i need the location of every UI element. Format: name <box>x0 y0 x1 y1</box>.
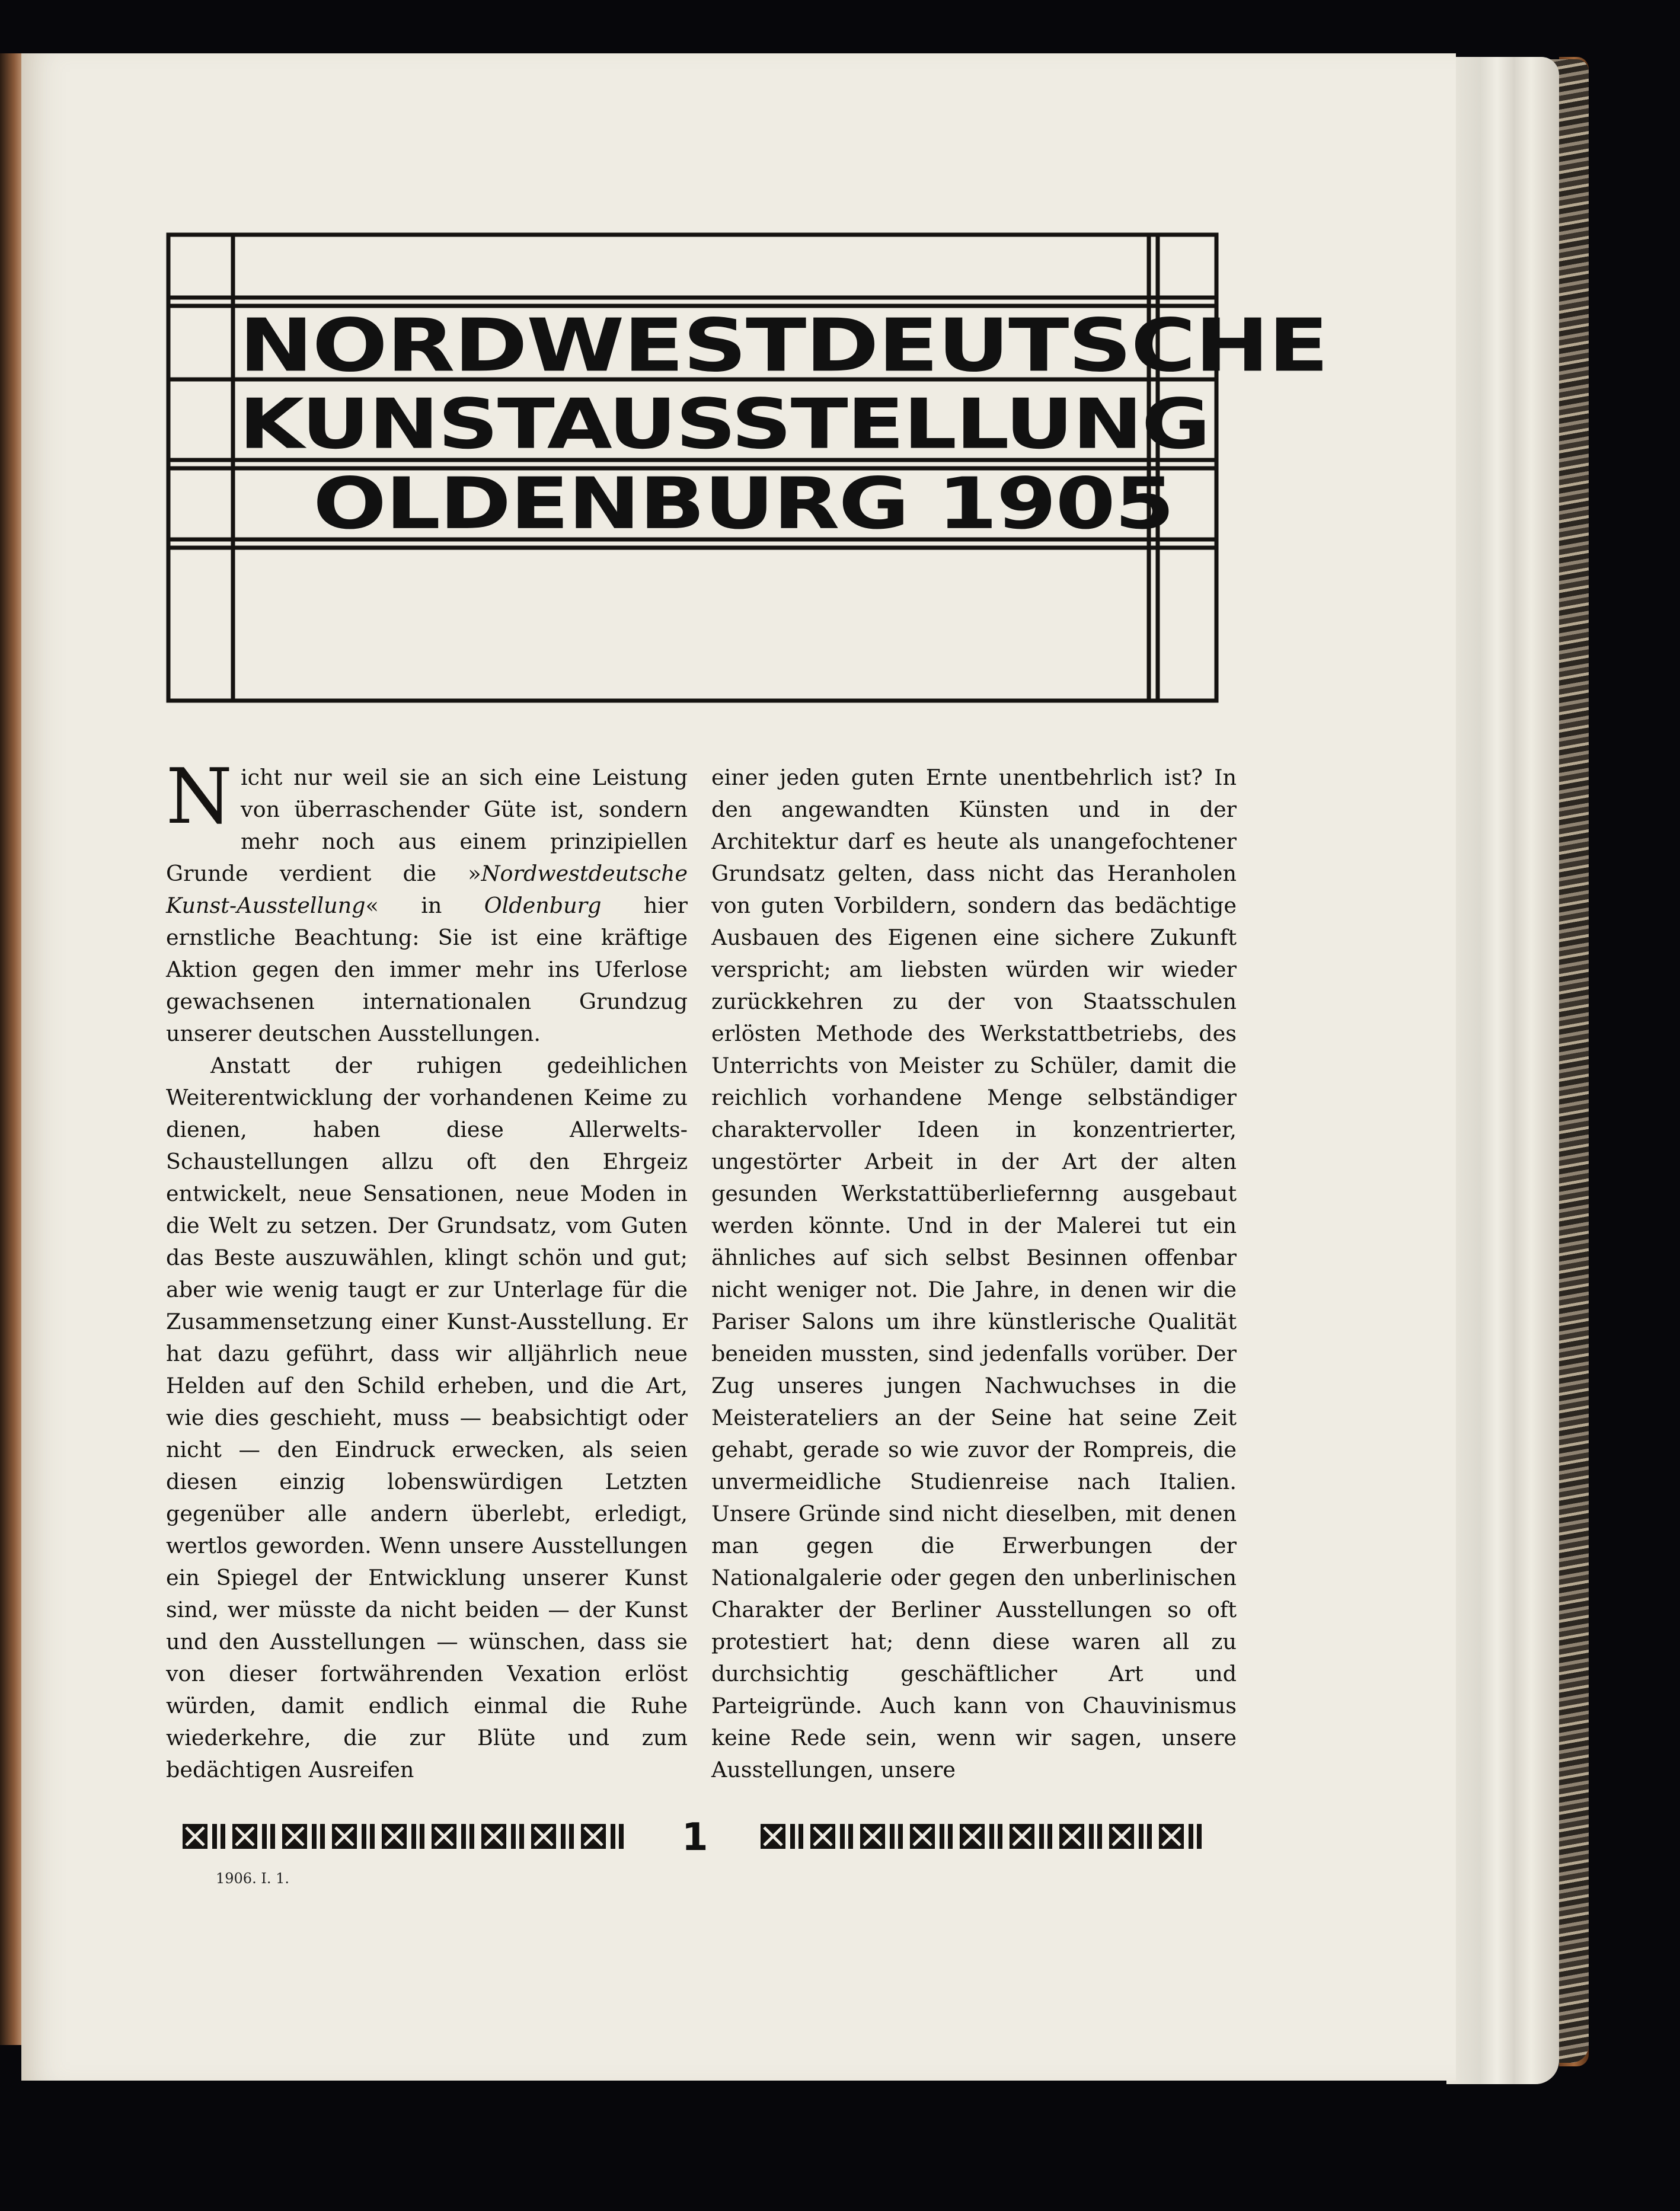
ornament-bar <box>1089 1824 1094 1849</box>
ornament-bar <box>569 1824 574 1849</box>
exhibition-name: Nordwestdeutsche Kunst-Ausstellung <box>166 861 688 918</box>
right-column <box>711 762 1237 1786</box>
ornament-bar <box>1039 1824 1044 1849</box>
paragraph-3: einer jeden guten Ernte unentbehrlich ist? In den angewandten Künsten und in der Architektur darf es heute als unangefochtener Grundsatz gelten, dass nicht das Heranholen von guten Vorbildern, sondern das bedächtige Ausbauen des Eigenen eine sichere Zukunft verspricht; am liebsten würden wir wieder zurückkehren zu der von Staatsschulen erlösten Methode des Werkstattbetriebs, des Unterrichts von Meister zu Schüler, damit die reichlich vorhandene Menge selbständiger charaktervoller Ideen in konzentrierter, ungestörter Arbeit in der Art der alten gesunden Werkstattüberliefernng ausgebaut werden könnte. Und in der Malerei tut ein ähnliches auf sich selbst Besinnen offenbar nicht weniger not. Die Jahre, in denen wir die Pariser Salons um ihre künstlerische Qualität beneiden mussten, sind jedenfalls vorüber. Der Zug unseres jungen Nachwuchses in die Meisterateliers an der Seine hat seine Zeit gehabt, gerade so wie zuvor der Rompreis, die unvermeidliche Studienreise nach Italien. Unsere Gründe sind nicht dieselben, mit denen man gegen die Erwerbungen der Nationalgalerie oder gegen den unberlinischen Charakter der Berliner Ausstellungen so oft protestiert hat; denn diese waren all zu durchsichtig geschäftlicher Art und Parteigründe. Auch kann von Chauvinismus keine Rede sein, wenn wir sagen, unsere Ausstellungen, unsere <box>711 765 1237 1782</box>
ornament-bar <box>312 1824 317 1849</box>
left-column <box>166 753 688 1786</box>
ornament-x-motif <box>531 1824 556 1849</box>
ornament-bar <box>1147 1824 1152 1849</box>
ornament-x-motif <box>481 1824 506 1849</box>
ornament-x-motif <box>761 1824 785 1849</box>
ornament-x-motif <box>382 1824 407 1849</box>
paragraph-1-end: hier ernstliche Beachtung: Sie ist eine kräftige Aktion gegen den immer mehr ins Uferlose gewachsenen internationalen Grundzug unserer deutschen Ausstellungen. <box>166 893 688 1046</box>
ornament-bar <box>212 1824 217 1849</box>
ornament-bar <box>519 1824 524 1849</box>
title-line-3: OLDENBURG 1905 <box>313 462 1174 545</box>
ornament-x-motif <box>282 1824 307 1849</box>
ornament-bar <box>511 1824 516 1849</box>
drop-cap: N <box>166 753 232 841</box>
ornament-x-motif <box>183 1824 207 1849</box>
paragraph-1 <box>166 753 688 1050</box>
title-line-2: KUNSTAUSSTELLUNG <box>239 384 1210 465</box>
ornament-bar <box>890 1824 895 1849</box>
ornament-bar <box>411 1824 416 1849</box>
printer-signature: 1906. I. 1. <box>216 1870 289 1887</box>
page-number: 1 <box>682 1816 708 1859</box>
ornament-bar <box>940 1824 944 1849</box>
ornament-x-motif <box>860 1824 885 1849</box>
city-name: Oldenburg <box>484 893 602 918</box>
ornament-bar <box>469 1824 474 1849</box>
ornament-bar <box>799 1824 803 1849</box>
paragraph-1-text: icht nur weil sie an sich eine Leistung von überraschender Güte ist, sondern mehr noch aus einem prinzipiellen Grunde verdient die » <box>166 765 688 886</box>
book-spine-left <box>0 53 24 2045</box>
ornament-bar <box>420 1824 424 1849</box>
ornament-x-motif <box>432 1824 456 1849</box>
title-frame <box>165 231 1328 705</box>
ornament-x-motif <box>1059 1824 1084 1849</box>
paragraph-1-mid: « in <box>365 893 484 918</box>
ornament-bar <box>1197 1824 1202 1849</box>
ornament-x-motif <box>910 1824 935 1849</box>
ornament-bar <box>989 1824 994 1849</box>
ornament-bar <box>320 1824 325 1849</box>
ornament-bar <box>898 1824 903 1849</box>
ornament-bar <box>619 1824 624 1849</box>
ornament-bar <box>1097 1824 1102 1849</box>
title-line-1: NORDWESTDEUTSCHE <box>239 303 1328 388</box>
ornament-x-motif <box>581 1824 606 1849</box>
ornament-x-motif <box>1010 1824 1034 1849</box>
ornament-bar <box>262 1824 267 1849</box>
ornament-bar <box>362 1824 366 1849</box>
ornament-bar <box>370 1824 375 1849</box>
ornament-bar <box>461 1824 466 1849</box>
paragraph-2: Anstatt der ruhigen gedeihlichen Weiterentwicklung der vorhandenen Keime zu dienen, haben diese Allerwelts-Schaustellungen allzu oft den Ehrgeiz entwickelt, neue Sensationen, neue Moden in die Welt zu setzen. Der Grundsatz, vom Guten das Beste auszuwählen, klingt schön und gut; aber wie wenig taugt er zur Unterlage für die Zusammensetzung einer Kunst-Ausstellung. Er hat dazu geführt, dass wir alljährlich neue Helden auf den Schild erheben, und die Art, wie dies geschieht, muss — beabsichtigt oder nicht — den Eindruck erwecken, als seien diesen einzig lobenswürdigen Letzten gegenüber alle andern überlebt, erledigt, wertlos geworden. Wenn unsere Ausstellungen ein Spiegel der Entwicklung unserer Kunst sind, wer müsste da nicht beiden — der Kunst und den Ausstellungen — wünschen, dass sie von dieser fortwährenden Vexation erlöst würden, damit endlich einmal die Ruhe wiederkehre, die zur Blüte und zum bedächtigen Ausreifen <box>166 1053 688 1782</box>
ornament-x-motif <box>960 1824 985 1849</box>
ornament-x-motif <box>232 1824 257 1849</box>
ornament-bar <box>948 1824 953 1849</box>
ornament-x-motif <box>1109 1824 1134 1849</box>
ornament-bar <box>998 1824 1002 1849</box>
ornament-bar <box>561 1824 566 1849</box>
ornament-bar <box>270 1824 275 1849</box>
ornament-bar <box>848 1824 853 1849</box>
page-stack-edge <box>1446 57 1559 2084</box>
ornament-bar <box>1189 1824 1193 1849</box>
ornament-bar <box>790 1824 795 1849</box>
ornament-bar <box>1139 1824 1144 1849</box>
ornament-x-motif <box>1159 1824 1184 1849</box>
ornament-x-motif <box>332 1824 357 1849</box>
ornament-bar <box>611 1824 615 1849</box>
ornament-bar <box>1047 1824 1052 1849</box>
ornament-x-motif <box>810 1824 835 1849</box>
ornament-bar <box>221 1824 225 1849</box>
ornament-bar <box>840 1824 845 1849</box>
